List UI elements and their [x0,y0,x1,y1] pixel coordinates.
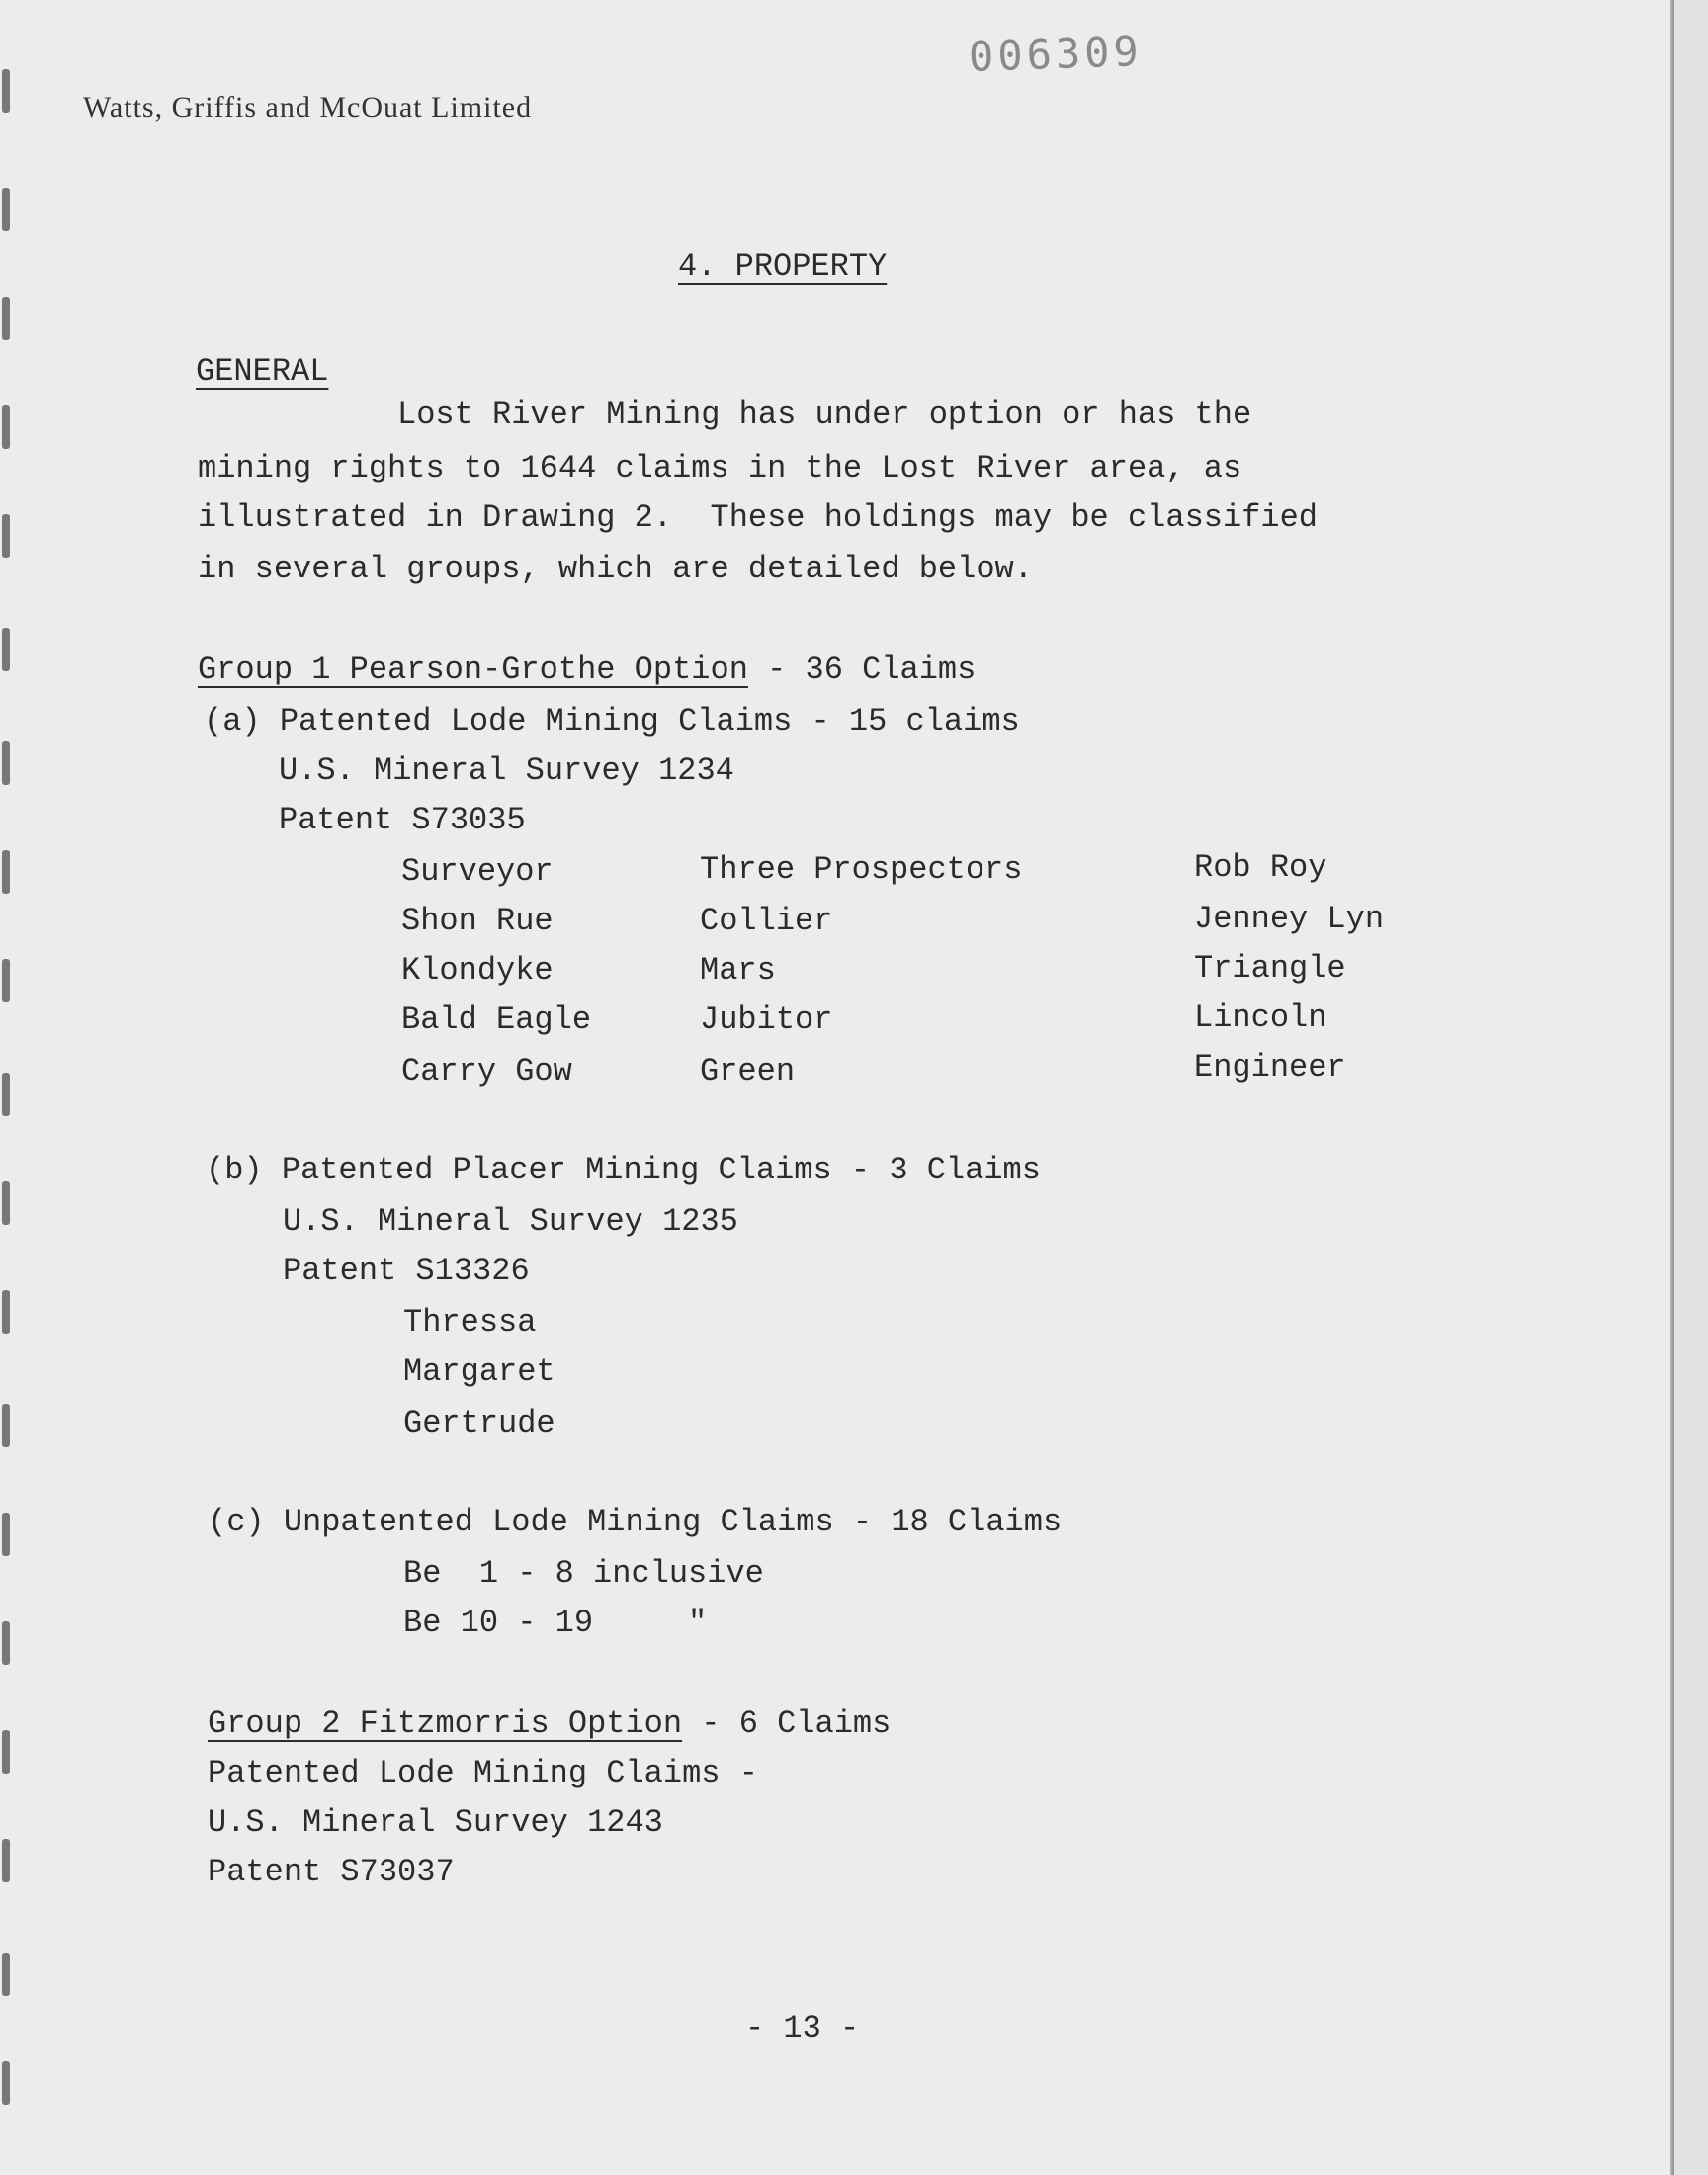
paragraph-line: mining rights to 1644 claims in the Lost River area, as [198,450,1242,486]
claim-name: Surveyor [401,853,554,890]
paragraph-line: in several groups, which are detailed below. [198,551,1033,587]
claim-name: Collier [700,903,833,939]
group2-heading-title: Group 2 Fitzmorris Option [208,1705,683,1742]
letterhead: Watts, Griffis and McOuat Limited [83,91,533,124]
claim-name: Mars [700,952,776,989]
binding-holes [0,0,14,2175]
group2-heading-suffix: - 6 Claims [682,1705,892,1742]
group1-a-patent: Patent S73035 [279,802,526,838]
group2-line: U.S. Mineral Survey 1243 [208,1804,663,1841]
group1-b-patent: Patent S13326 [283,1253,530,1289]
group2-line: Patented Lode Mining Claims - [208,1755,758,1791]
paragraph-line: illustrated in Drawing 2. These holdings may be classified [198,499,1318,536]
group1-a-survey: U.S. Mineral Survey 1234 [279,752,734,789]
claim-name: Green [700,1053,796,1089]
claim-name: Lincoln [1194,1000,1327,1036]
group1-heading-title: Group 1 Pearson-Grothe Option [198,652,748,688]
claim-name: Shon Rue [401,903,554,939]
claim-name: Klondyke [401,952,554,989]
page-number: - 13 - [745,2010,860,2046]
group1-heading-suffix: - 36 Claims [747,652,977,688]
claim-name: Jubitor [700,1001,833,1038]
claim-name: Thressa [403,1304,537,1341]
group1-b-title: (b) Patented Placer Mining Claims - 3 Claims [206,1152,1041,1188]
claim-range: Be 10 - 19 " [403,1605,708,1641]
section-title: 4. PROPERTY [678,248,888,285]
paragraph-line: Lost River Mining has under option or has the [397,396,1252,433]
claim-name: Three Prospectors [700,851,1023,888]
claim-name: Jenney Lyn [1194,901,1385,937]
claim-name: Bald Eagle [401,1001,592,1038]
group2-line: Patent S73037 [208,1854,455,1890]
page-edge [1670,0,1674,2175]
claim-name: Carry Gow [401,1053,572,1089]
claim-name: Triangle [1194,950,1346,987]
claim-name: Engineer [1194,1049,1346,1086]
group1-c-title: (c) Unpatented Lode Mining Claims - 18 Claims [208,1504,1063,1540]
group1-a-title: (a) Patented Lode Mining Claims - 15 claims [204,703,1020,740]
page-edge-shadow [1674,0,1708,2175]
claim-name: Margaret [403,1353,555,1390]
claim-name: Gertrude [403,1405,555,1441]
group2-heading [208,1706,891,1742]
group1-b-survey: U.S. Mineral Survey 1235 [283,1203,738,1240]
general-heading: GENERAL [196,353,329,390]
claim-name: Rob Roy [1194,849,1327,886]
document-number-stamp: 006309 [968,26,1144,82]
group1-heading [198,652,976,688]
claim-range: Be 1 - 8 inclusive [403,1555,764,1592]
